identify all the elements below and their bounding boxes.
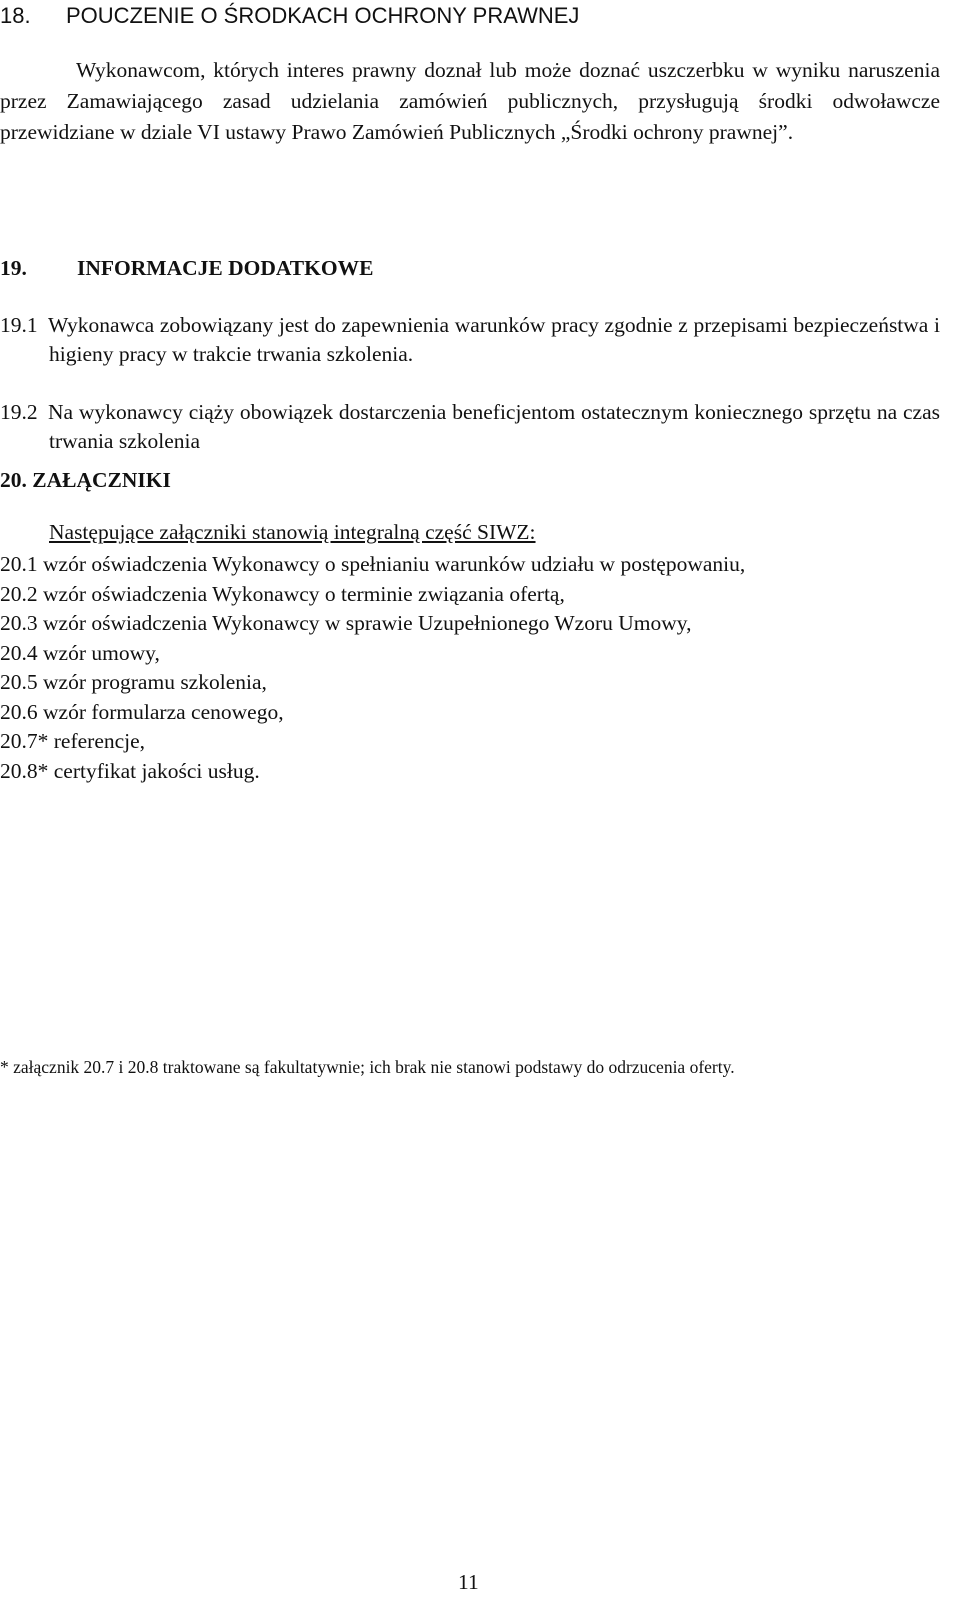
section-19-item-text: Wykonawca zobowiązany jest do zapewnienia warunków pracy zgodnie z przepisami bezpieczeństwa i higieny pracy w trakcie trwania szkolenia. [48,313,940,366]
section-19-item [0,311,940,369]
section-18-paragraph [0,55,940,148]
attachment-item: 20.1 wzór oświadczenia Wykonawcy o spełnianiu warunków udziału w postępowaniu, [0,552,746,576]
section-19-item [0,398,940,456]
section-18-number: 18. [0,3,31,28]
section-18-paragraph-text: Wykonawcom, których interes prawny doznał lub może doznać uszczerbku w wyniku naruszenia przez Zamawiającego zasad udzielania zamówień publicznych, przysługują środki odwoławcze przewidziane w dziale VI ustawy Prawo Zamówień Publicznych „Środki ochrony prawnej”. [0,58,940,144]
section-20-heading: 20. ZAŁĄCZNIKI [0,468,171,492]
attachment-item: 20.2 wzór oświadczenia Wykonawcy o terminie związania ofertą, [0,581,565,606]
section-19-item-text: Na wykonawcy ciąży obowiązek dostarczenia beneficjentom ostatecznym koniecznego sprzętu na czas trwania szkolenia [48,400,940,453]
section-18-title: POUCZENIE O ŚRODKACH OCHRONY PRAWNEJ [66,3,580,28]
footnote: * załącznik 20.7 i 20.8 traktowane są fakultatywnie; ich brak nie stanowi podstawy do odrzucenia oferty. [0,1057,735,1077]
page-number: 11 [458,1570,479,1594]
attachment-item: 20.5 wzór programu szkolenia, [0,670,267,694]
attachments-intro: Następujące załączniki stanowią integralną część SIWZ: [49,520,536,544]
attachment-item: 20.4 wzór umowy, [0,640,160,665]
attachment-item: 20.8* certyfikat jakości usług. [0,758,260,783]
section-19-title: INFORMACJE DODATKOWE [77,256,374,280]
attachments-list [0,550,745,786]
attachment-item: 20.6 wzór formularza cenowego, [0,699,284,724]
attachment-item: 20.3 wzór oświadczenia Wykonawcy w sprawie Uzupełnionego Wzoru Umowy, [0,611,692,635]
section-19-number: 19. [0,256,27,280]
section-19-item-label: 19.1 [0,313,38,337]
section-19-item-label: 19.2 [0,400,38,424]
attachment-item: 20.7* referencje, [0,729,146,753]
